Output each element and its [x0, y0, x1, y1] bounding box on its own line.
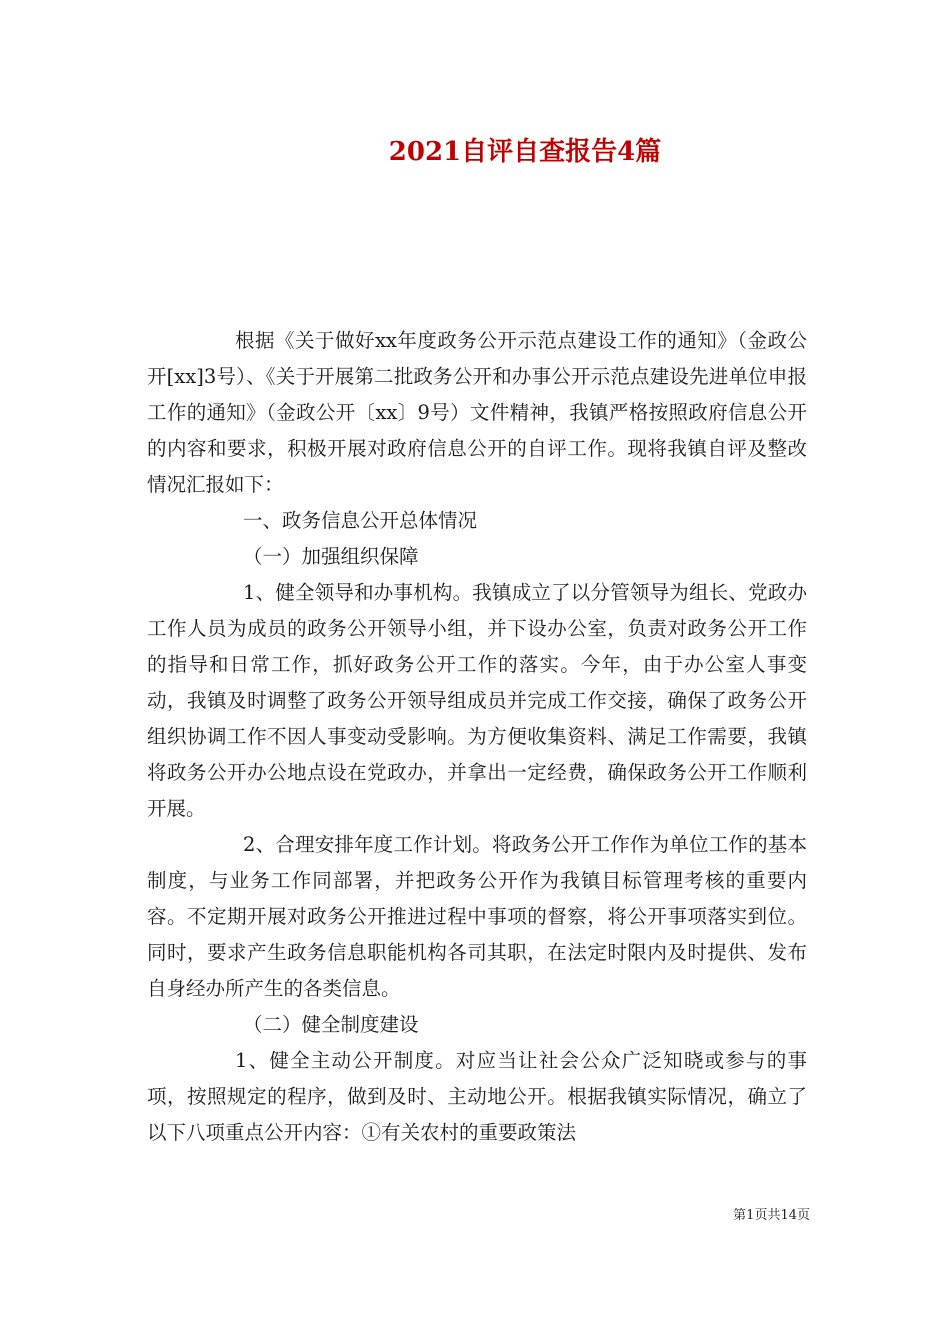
- body-paragraph: 1、健全主动公开制度。对应当让社会公众广泛知晓或参与的事项，按照规定的程序，做到及时、主动地公开。根据我镇实际情况，确立了以下八项重点公开内容：①有关农村的重要政策法: [147, 1049, 807, 1144]
- subsection-heading: （二）健全制度建设: [243, 1013, 419, 1036]
- subsection-heading: （一）加强组织保障: [243, 545, 419, 568]
- body-paragraph: 1、健全领导和办事机构。我镇成立了以分管领导为组长、党政办工作人员为成员的政务公开领导小组，并下设办公室，负责对政务公开工作的指导和日常工作，抓好政务公开工作的落实。今年，由于办公室人事变动，我镇及时调整了政务公开领导组成员并完成工作交接，确保了政务公开组织协调工作不因人事变动受影响。为方便收集资料、满足工作需要，我镇将政务公开办公地点设在党政办，并拿出一定经费，确保政务公开工作顺利开展。: [147, 581, 807, 820]
- section-heading: 一、政务信息公开总体情况: [243, 509, 478, 532]
- body-paragraph: 2、合理安排年度工作计划。将政务公开工作作为单位工作的基本制度，与业务工作同部署，并把政务公开作为我镇目标管理考核的重要内容。不定期开展对政务公开推进过程中事项的督察，将公开事项落实到位。同时，要求产生政务信息职能机构各司其职，在法定时限内及时提供、发布自身经办所产生的各类信息。: [147, 833, 807, 1000]
- page-number: 第1页共14页: [733, 1208, 810, 1223]
- document-title: 2021自评自查报告4篇: [388, 137, 662, 167]
- document-body: [147, 323, 807, 1151]
- intro-paragraph: 根据《关于做好xx年度政务公开示范点建设工作的通知》（金政公开[xx]3号）、《关于开展第二批政务公开和办事公开示范点建设先进单位申报工作的通知》（金政公开〔xx〕9号）文件精神，我镇严格按照政府信息公开的内容和要求，积极开展对政府信息公开的自评工作。现将我镇自评及整改情况汇报如下：: [147, 329, 807, 496]
